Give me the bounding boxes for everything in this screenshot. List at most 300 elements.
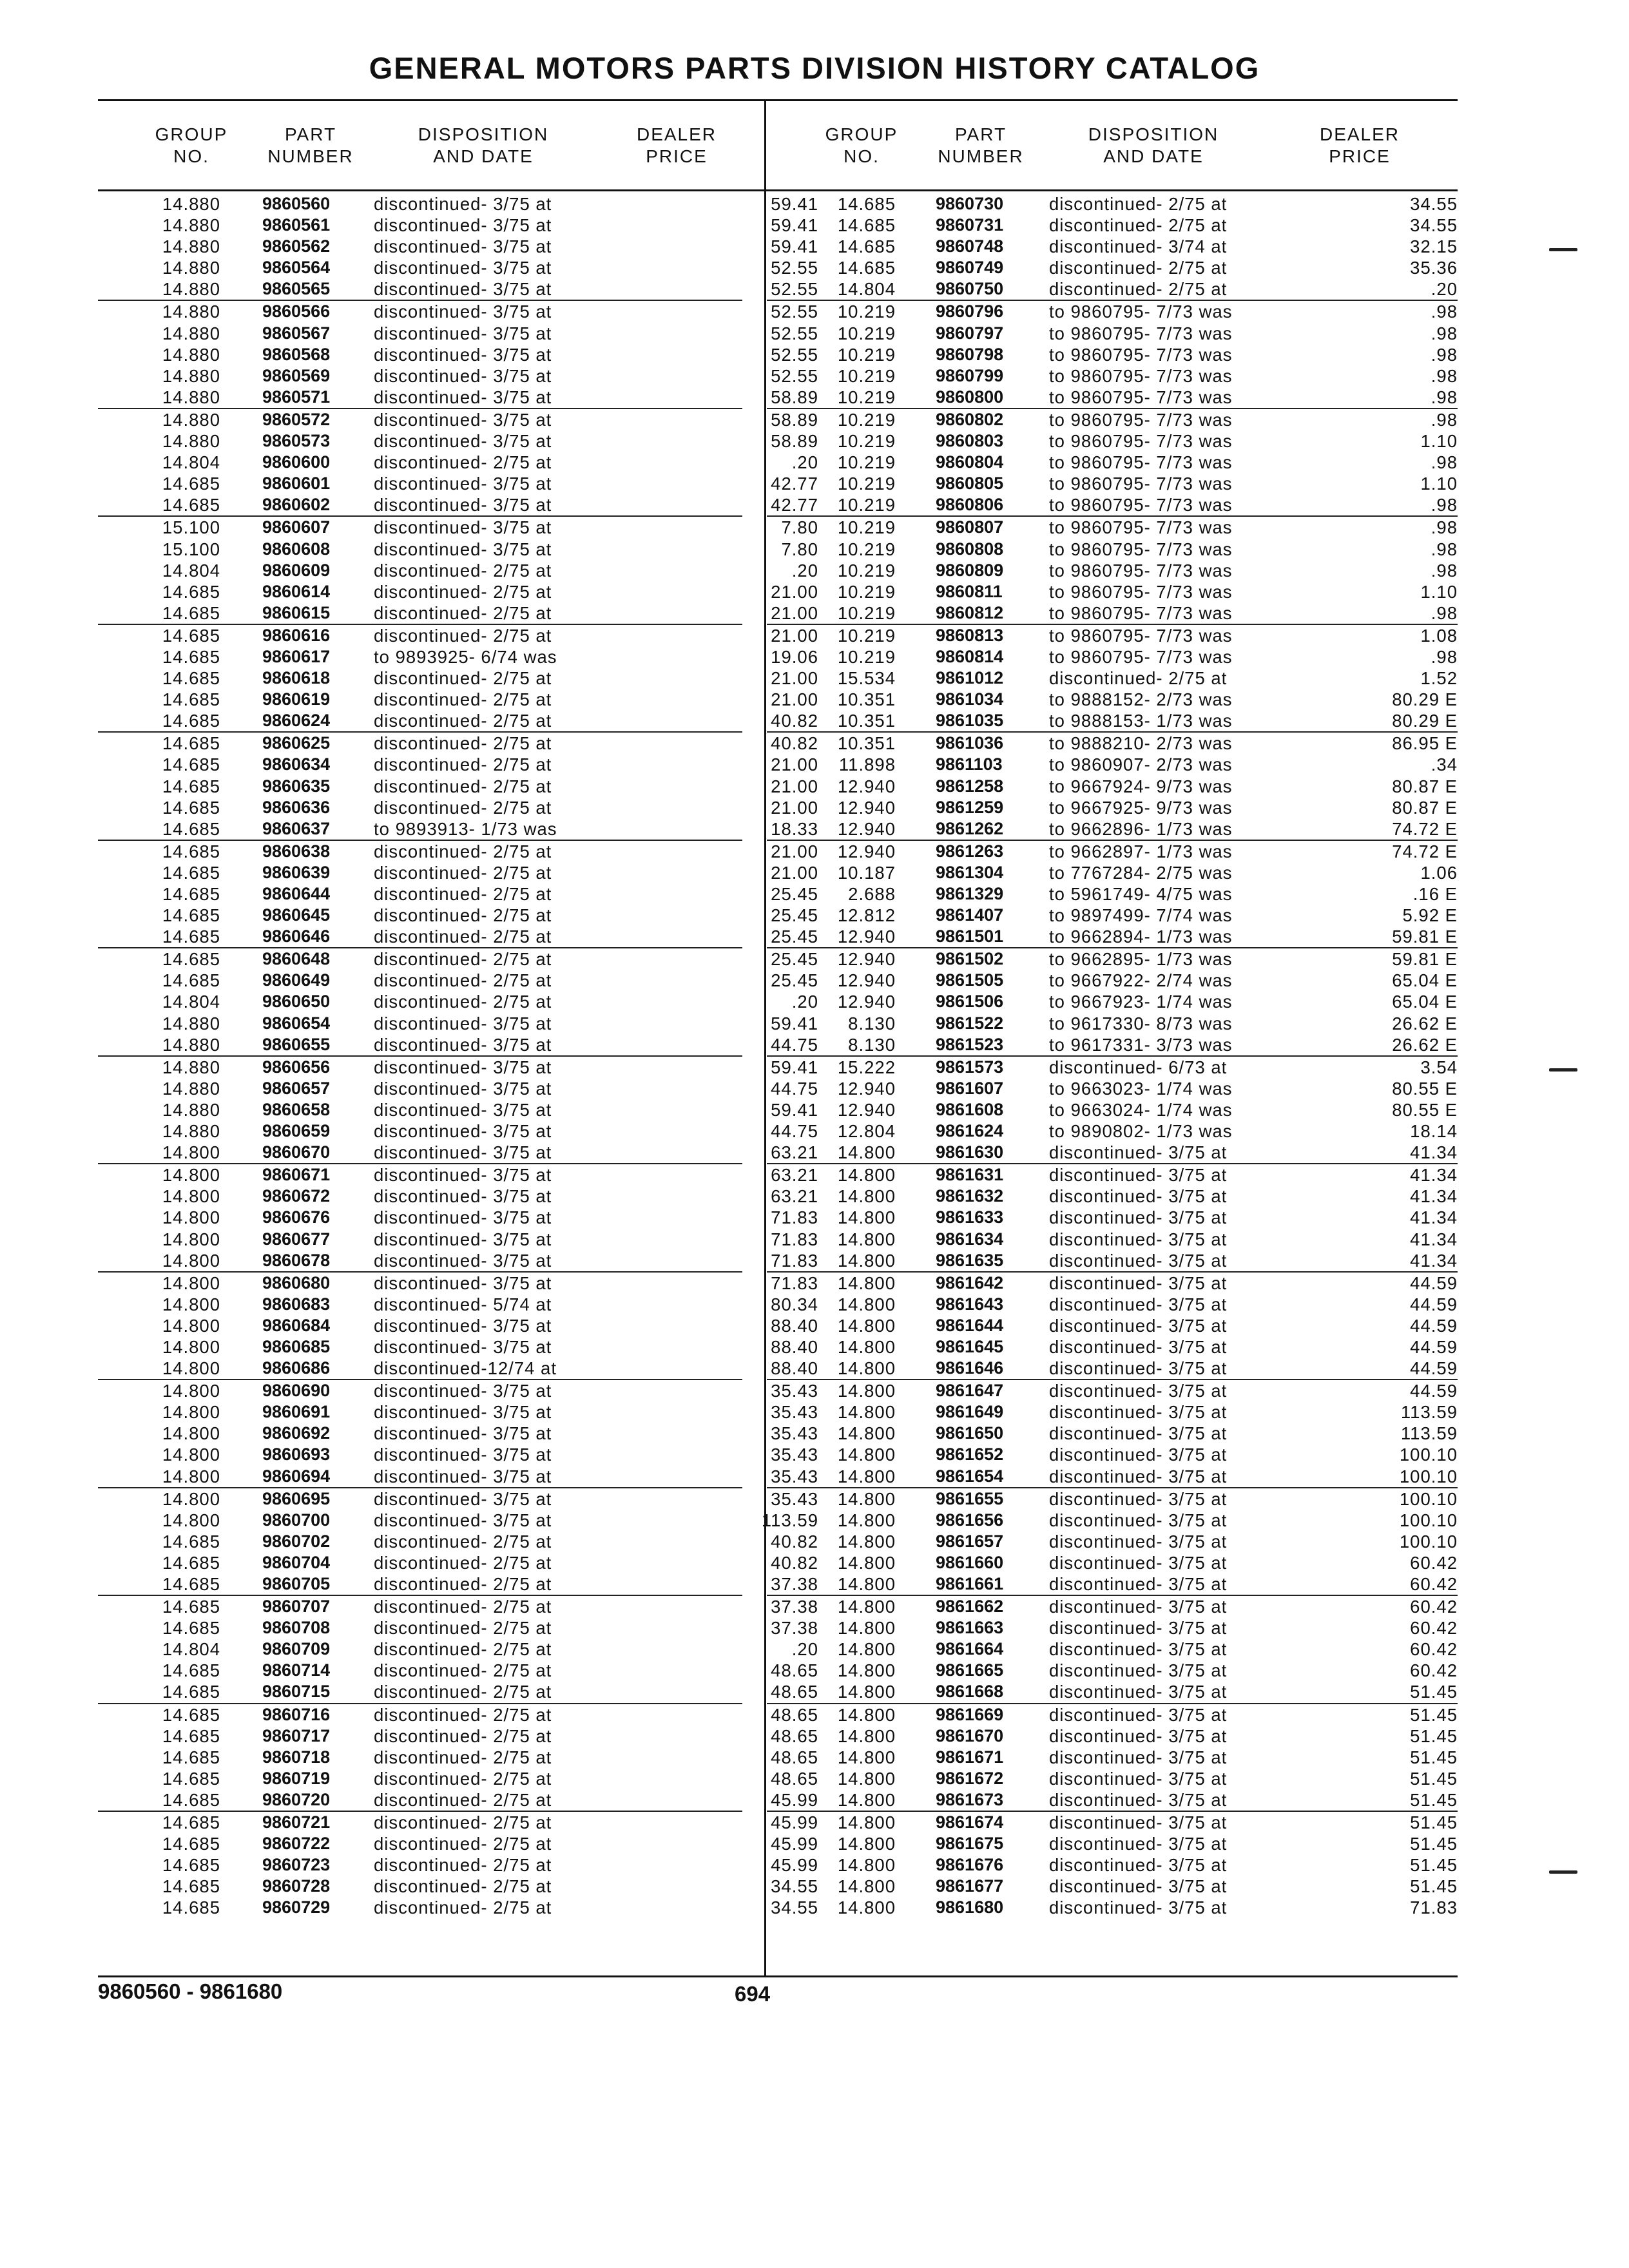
dealer-price: 51.45 [1410, 1768, 1458, 1789]
dealer-price: 58.89 [771, 387, 818, 407]
group-no: 10.351 [837, 689, 896, 710]
table-row [98, 818, 818, 841]
disposition: discontinued- 3/75 at [1049, 1898, 1228, 1918]
disposition: discontinued- 3/74 at [1049, 236, 1228, 257]
group-no: 12.940 [837, 1099, 896, 1120]
table-row [767, 344, 1458, 365]
table-row [767, 1078, 1458, 1099]
table-row [98, 1099, 818, 1120]
disposition: discontinued- 3/75 at [1049, 1315, 1228, 1336]
part-number: 9861649 [936, 1402, 1004, 1422]
part-number: 9861645 [936, 1336, 1004, 1356]
table-row [767, 1336, 1458, 1358]
dealer-price: 19.06 [771, 646, 818, 667]
dealer-price: 71.83 [771, 1207, 818, 1228]
dealer-price: 80.55 E [1392, 1078, 1458, 1099]
group-no: 14.800 [837, 1531, 896, 1552]
disposition: discontinued- 3/75 at [374, 539, 552, 559]
disposition: discontinued- 3/75 at [1049, 1402, 1228, 1423]
group-no: 14.685 [837, 194, 896, 214]
disposition: discontinued- 3/75 at [374, 365, 552, 386]
part-number: 9861034 [936, 689, 1004, 709]
disposition: to 9860907- 2/73 was [1049, 754, 1233, 775]
dealer-price: .98 [1431, 539, 1458, 559]
group-no: 14.880 [162, 236, 220, 257]
part-number: 9860646 [262, 927, 331, 947]
group-no: 14.880 [162, 344, 220, 365]
group-no: 14.800 [837, 1165, 896, 1186]
disposition: discontinued- 3/75 at [1049, 1574, 1228, 1594]
part-number: 9860690 [262, 1381, 331, 1401]
dealer-price: 44.59 [1410, 1381, 1458, 1401]
group-no: 14.685 [162, 927, 220, 947]
table-row [98, 1250, 818, 1273]
part-number: 9861643 [936, 1294, 1004, 1314]
disposition: to 9662895- 1/73 was [1049, 949, 1233, 970]
disposition: discontinued- 2/75 at [374, 560, 552, 581]
disposition: discontinued- 3/75 at [374, 1121, 552, 1142]
group-no: 10.219 [837, 409, 896, 430]
disposition: discontinued- 2/75 at [374, 862, 552, 883]
disposition: discontinued- 2/75 at [374, 1789, 552, 1810]
part-number: 9860639 [262, 862, 331, 882]
table-row [767, 668, 1458, 689]
group-no: 10.351 [837, 733, 896, 754]
part-number: 9860685 [262, 1336, 331, 1356]
part-number: 9861665 [936, 1660, 1004, 1680]
group-no: 14.685 [162, 733, 220, 754]
table-row [98, 883, 818, 905]
group-no: 14.685 [162, 818, 220, 839]
part-number: 9860715 [262, 1682, 331, 1702]
disposition: discontinued- 3/75 at [374, 1229, 552, 1249]
dealer-price: .20 [791, 1639, 818, 1660]
part-number: 9860659 [262, 1121, 331, 1141]
table-row [98, 926, 818, 948]
part-number: 9860637 [262, 818, 331, 838]
table-row [98, 1142, 818, 1164]
dealer-price: .98 [1431, 560, 1458, 581]
disposition: discontinued- 3/75 at [374, 1510, 552, 1530]
part-number: 9860694 [262, 1466, 331, 1486]
part-number: 9860678 [262, 1250, 331, 1270]
table-row [98, 1488, 818, 1510]
part-number: 9860750 [936, 279, 1004, 299]
part-number: 9860672 [262, 1186, 331, 1206]
dealer-price: 32.15 [1410, 236, 1458, 257]
disposition: discontinued- 2/75 at [1049, 258, 1228, 278]
dealer-price: 48.65 [771, 1682, 818, 1702]
disposition: discontinued- 3/75 at [1049, 1725, 1228, 1746]
table-row [767, 1358, 1458, 1380]
dealer-price: 88.40 [771, 1358, 818, 1379]
table-row [767, 1876, 1458, 1897]
dealer-price: 88.40 [771, 1336, 818, 1357]
part-number: 9860748 [936, 236, 1004, 256]
dealer-price: 1.10 [1420, 581, 1458, 602]
dealer-price: 1.52 [1420, 668, 1458, 689]
part-number: 9860721 [262, 1812, 331, 1832]
group-no: 12.940 [837, 797, 896, 818]
disposition: discontinued- 3/75 at [1049, 1488, 1228, 1509]
group-no: 12.940 [837, 818, 896, 839]
group-no: 14.685 [162, 1725, 220, 1746]
disposition: discontinued- 2/75 at [374, 581, 552, 602]
part-number: 9861664 [936, 1639, 1004, 1659]
table-row [98, 365, 818, 387]
dealer-price: .20 [791, 992, 818, 1012]
group-no: 14.880 [162, 387, 220, 407]
part-number: 9860704 [262, 1552, 331, 1572]
disposition: discontinued- 3/75 at [1049, 1466, 1228, 1486]
group-no: 12.940 [837, 1078, 896, 1099]
dealer-price: 3.54 [1420, 1057, 1458, 1077]
part-number: 9860702 [262, 1531, 331, 1551]
disposition: discontinued- 2/75 at [374, 1725, 552, 1746]
group-no: 12.804 [837, 1121, 896, 1142]
group-no: 10.219 [837, 387, 896, 407]
disposition: discontinued- 3/75 at [1049, 1423, 1228, 1444]
dealer-price: 113.59 [1400, 1402, 1458, 1423]
group-no: 14.880 [162, 323, 220, 343]
disposition: discontinued- 3/75 at [374, 1142, 552, 1163]
part-number: 9860691 [262, 1402, 331, 1422]
table-row [767, 1229, 1458, 1250]
group-no: 10.219 [837, 646, 896, 667]
disposition: to 9860795- 7/73 was [1049, 646, 1233, 667]
dealer-price: 42.77 [771, 474, 818, 494]
table-row [98, 215, 818, 236]
table-row [767, 1034, 1458, 1057]
disposition: discontinued- 3/75 at [374, 344, 552, 365]
part-number: 9861633 [936, 1207, 1004, 1227]
table-row [767, 1164, 1458, 1186]
dealer-price: 25.45 [771, 927, 818, 947]
dealer-price: 44.75 [771, 1121, 818, 1142]
dealer-price: 60.42 [1410, 1597, 1458, 1617]
table-row [98, 689, 818, 710]
group-no: 14.685 [162, 1898, 220, 1918]
group-no: 14.800 [837, 1597, 896, 1617]
disposition: discontinued- 2/75 at [374, 1747, 552, 1767]
disposition: to 9860795- 7/73 was [1049, 431, 1233, 452]
dealer-price: 35.43 [771, 1445, 818, 1465]
disposition: discontinued- 2/75 at [374, 1597, 552, 1617]
part-number: 9861660 [936, 1552, 1004, 1572]
group-no: 12.940 [837, 927, 896, 947]
part-number: 9860798 [936, 344, 1004, 364]
table-row [98, 494, 818, 517]
group-no: 14.800 [837, 1423, 896, 1444]
group-no: 14.685 [162, 1552, 220, 1573]
table-row [767, 1294, 1458, 1315]
group-no: 14.685 [162, 1531, 220, 1552]
dealer-price: 71.83 [771, 1250, 818, 1271]
dealer-price: 100.10 [1399, 1445, 1458, 1465]
part-number: 9860650 [262, 992, 331, 1012]
table-row [98, 970, 818, 991]
part-number: 9860677 [262, 1229, 331, 1249]
group-no: 14.685 [162, 949, 220, 970]
disposition: discontinued- 3/75 at [374, 258, 552, 278]
part-number: 9861674 [936, 1812, 1004, 1832]
disposition: discontinued- 2/75 at [374, 689, 552, 710]
dealer-price: 63.21 [771, 1186, 818, 1207]
disposition: to 9860795- 7/73 was [1049, 323, 1233, 343]
part-number: 9861607 [936, 1078, 1004, 1098]
disposition: to 9860795- 7/73 was [1049, 495, 1233, 515]
dealer-price: 18.33 [771, 818, 818, 839]
table-row [98, 646, 818, 668]
group-no: 10.219 [837, 323, 896, 343]
dealer-price: .98 [1431, 344, 1458, 365]
part-number: 9860808 [936, 539, 1004, 559]
part-number: 9860616 [262, 625, 331, 645]
disposition: discontinued- 2/75 at [374, 1834, 552, 1854]
table-row [767, 689, 1458, 710]
table-row [98, 1164, 818, 1186]
table-row [98, 1380, 818, 1401]
table-row [767, 970, 1458, 991]
part-number: 9860693 [262, 1445, 331, 1465]
part-number: 9860723 [262, 1855, 331, 1875]
group-no: 14.800 [837, 1358, 896, 1379]
group-no: 14.800 [837, 1510, 896, 1530]
disposition: to 7767284- 2/75 was [1049, 862, 1233, 883]
part-number: 9860607 [262, 517, 331, 537]
table-row [98, 1444, 818, 1465]
table-row [98, 1423, 818, 1444]
table-row [767, 1639, 1458, 1660]
part-number: 9860573 [262, 431, 331, 451]
dealer-price: 60.42 [1410, 1639, 1458, 1660]
part-number: 9861663 [936, 1618, 1004, 1638]
part-number: 9860608 [262, 539, 331, 559]
disposition: discontinued- 3/75 at [374, 236, 552, 257]
table-row [767, 1186, 1458, 1207]
table-row [767, 1380, 1458, 1401]
dealer-price: 21.00 [771, 689, 818, 710]
dealer-price: 113.59 [1400, 1423, 1458, 1444]
group-no: 14.880 [162, 365, 220, 386]
disposition: discontinued- 3/75 at [1049, 1142, 1228, 1163]
group-no: 14.800 [162, 1229, 220, 1249]
dealer-price: 51.45 [1410, 1855, 1458, 1876]
group-no: 14.685 [162, 689, 220, 710]
dealer-price: 21.00 [771, 581, 818, 602]
table-row [767, 602, 1458, 625]
disposition: discontinued- 3/75 at [1049, 1445, 1228, 1465]
dealer-price: 45.99 [771, 1812, 818, 1833]
part-number: 9861655 [936, 1488, 1004, 1508]
dealer-price: 21.00 [771, 602, 818, 623]
dealer-price: 59.41 [771, 1013, 818, 1033]
disposition: to 9860795- 7/73 was [1049, 365, 1233, 386]
group-no: 14.685 [162, 668, 220, 689]
dealer-price: 25.45 [771, 970, 818, 991]
group-no: 10.219 [837, 581, 896, 602]
dealer-price: 44.59 [1410, 1336, 1458, 1357]
disposition: discontinued- 2/75 at [374, 711, 552, 731]
header-group-left: GROUP NO. [155, 124, 228, 166]
table-row [767, 1488, 1458, 1510]
part-number: 9860600 [262, 452, 331, 472]
dealer-price: 80.29 E [1392, 711, 1458, 731]
part-number: 9860680 [262, 1273, 331, 1293]
disposition: discontinued- 3/75 at [374, 1402, 552, 1423]
disposition: discontinued- 3/75 at [374, 1273, 552, 1293]
dealer-price: 59.41 [771, 236, 818, 257]
table-row [767, 1747, 1458, 1768]
part-number: 9860718 [262, 1747, 331, 1767]
table-row [767, 818, 1458, 841]
group-no: 14.800 [837, 1250, 896, 1271]
table-row [767, 1099, 1458, 1120]
disposition: to 9663024- 1/74 was [1049, 1099, 1233, 1120]
dealer-price: 80.34 [771, 1294, 818, 1314]
dealer-price: 7.80 [781, 539, 818, 559]
table-row [767, 1854, 1458, 1876]
part-number: 9860802 [936, 409, 1004, 429]
disposition: discontinued- 3/75 at [374, 1099, 552, 1120]
table-row [98, 278, 818, 301]
disposition: to 9893925- 6/74 was [374, 646, 557, 667]
disposition: to 9893913- 1/73 was [374, 818, 557, 839]
disposition: discontinued- 3/75 at [374, 1013, 552, 1033]
group-no: 14.685 [162, 1660, 220, 1681]
right-parts-table [767, 193, 1458, 1919]
part-number: 9861522 [936, 1013, 1004, 1033]
table-row [98, 581, 818, 602]
part-number: 9860634 [262, 754, 331, 774]
dealer-price: 41.34 [1410, 1229, 1458, 1249]
disposition: to 9663023- 1/74 was [1049, 1078, 1233, 1099]
disposition: discontinued- 3/75 at [1049, 1250, 1228, 1271]
part-number: 9860657 [262, 1078, 331, 1098]
disposition: to 9860795- 7/73 was [1049, 344, 1233, 365]
group-no: 14.800 [162, 1294, 220, 1314]
table-row [767, 1423, 1458, 1444]
disposition: discontinued- 2/75 at [374, 1531, 552, 1552]
disposition: discontinued- 3/75 at [1049, 1531, 1228, 1552]
dealer-price: 25.45 [771, 884, 818, 904]
disposition: discontinued- 2/75 at [1049, 194, 1228, 214]
group-no: 14.685 [162, 1855, 220, 1876]
dealer-price: 51.45 [1410, 1704, 1458, 1725]
group-no: 14.880 [162, 194, 220, 214]
group-no: 14.880 [162, 302, 220, 322]
disposition: to 9888153- 1/73 was [1049, 711, 1233, 731]
part-number: 9860804 [936, 452, 1004, 472]
part-number: 9861632 [936, 1186, 1004, 1206]
part-number: 9860562 [262, 236, 331, 256]
dealer-price: 44.75 [771, 1078, 818, 1099]
dealer-price: 51.45 [1410, 1682, 1458, 1702]
group-no: 14.800 [162, 1250, 220, 1271]
table-row [98, 1466, 818, 1488]
dealer-price: 1.10 [1420, 474, 1458, 494]
part-number: 9861647 [936, 1381, 1004, 1401]
dealer-price: .20 [791, 560, 818, 581]
table-row [98, 754, 818, 775]
table-row [767, 733, 1458, 754]
dealer-price: 52.55 [771, 323, 818, 343]
dealer-price: 34.55 [771, 1898, 818, 1918]
dealer-price: 51.45 [1410, 1789, 1458, 1810]
dealer-price: 21.00 [771, 668, 818, 689]
table-row [767, 494, 1458, 517]
table-row [767, 1660, 1458, 1681]
group-no: 14.800 [162, 1165, 220, 1186]
table-row [767, 215, 1458, 236]
group-no: 12.812 [837, 905, 896, 926]
disposition: discontinued- 3/75 at [374, 302, 552, 322]
dealer-price: 25.45 [771, 905, 818, 926]
dealer-price: 35.43 [771, 1466, 818, 1486]
dealer-price: 5.92 E [1402, 905, 1458, 926]
part-number: 9861262 [936, 818, 1004, 838]
group-no: 10.219 [837, 302, 896, 322]
part-number: 9860809 [936, 560, 1004, 580]
disposition: discontinued- 3/75 at [1049, 1747, 1228, 1767]
margin-mark [1549, 1068, 1577, 1072]
part-number: 9860638 [262, 841, 331, 861]
dealer-price: 48.65 [771, 1768, 818, 1789]
part-number: 9860656 [262, 1057, 331, 1077]
table-row [98, 668, 818, 689]
disposition: discontinued- 2/75 at [374, 927, 552, 947]
table-row [98, 1034, 818, 1057]
disposition: to 5961749- 4/75 was [1049, 884, 1233, 904]
table-row [767, 1273, 1458, 1294]
table-row [767, 862, 1458, 883]
group-no: 14.800 [162, 1336, 220, 1357]
dealer-price: 59.41 [771, 194, 818, 214]
part-number: 9861506 [936, 992, 1004, 1012]
dealer-price: .98 [1431, 323, 1458, 343]
part-number: 9860807 [936, 517, 1004, 537]
dealer-price: 35.36 [1410, 258, 1458, 278]
group-no: 14.800 [837, 1142, 896, 1163]
margin-mark [1549, 1870, 1577, 1874]
table-row [98, 1294, 818, 1315]
group-no: 14.685 [162, 1747, 220, 1767]
group-no: 14.800 [837, 1445, 896, 1465]
table-row [98, 1315, 818, 1336]
disposition: discontinued- 3/75 at [1049, 1855, 1228, 1876]
table-row [767, 1466, 1458, 1488]
disposition: to 9860795- 7/73 was [1049, 602, 1233, 623]
group-no: 10.187 [837, 862, 896, 883]
part-number: 9861407 [936, 905, 1004, 925]
group-no: 10.219 [837, 625, 896, 646]
dealer-price: 113.59 [761, 1510, 818, 1530]
table-row [767, 1768, 1458, 1789]
group-no: 11.898 [838, 754, 896, 775]
part-number: 9861624 [936, 1121, 1004, 1141]
table-row [98, 1681, 818, 1704]
disposition: discontinued- 3/75 at [1049, 1812, 1228, 1833]
table-row [98, 539, 818, 560]
disposition: to 9667922- 2/74 was [1049, 970, 1233, 991]
table-row [767, 883, 1458, 905]
part-number: 9860714 [262, 1660, 331, 1680]
dealer-price: 34.55 [1410, 215, 1458, 236]
disposition: discontinued- 3/75 at [374, 1336, 552, 1357]
part-number: 9860568 [262, 344, 331, 364]
disposition: discontinued- 3/75 at [374, 387, 552, 407]
table-row [767, 473, 1458, 494]
